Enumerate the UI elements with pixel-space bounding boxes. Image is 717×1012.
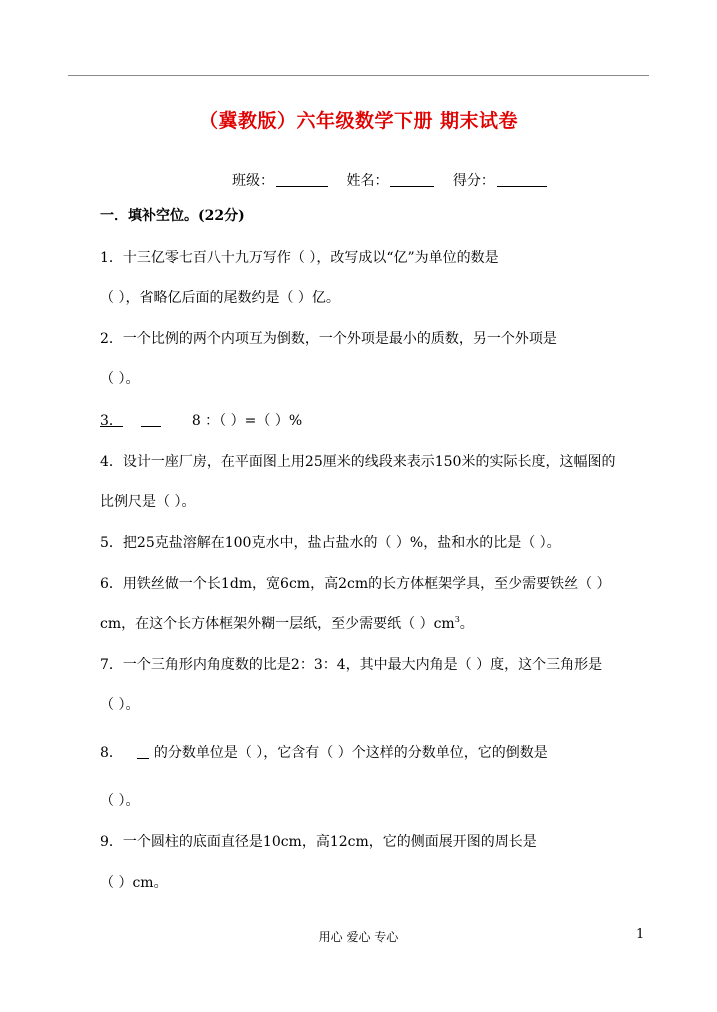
- question-7-line-2: （ ）。: [100, 697, 140, 713]
- question-2-line-2: （ ）。: [100, 371, 140, 387]
- section-heading: 一．填补空位。(22分): [100, 208, 245, 224]
- page-title: （冀教版）六年级数学下册 期末试卷: [198, 110, 519, 132]
- question-3-text: 8 ：（ ）=（ ）%: [191, 413, 303, 429]
- question-8-fraction-blank: [137, 744, 149, 759]
- question-3-fraction-blank: [141, 412, 161, 427]
- student-info-row: [232, 170, 547, 190]
- question-3: [100, 410, 302, 430]
- question-6-text: cm，在这个长方体框架外糊一层纸，至少需要纸（ ）cm: [100, 616, 455, 632]
- class-label: 班级：: [232, 173, 274, 189]
- class-blank[interactable]: [276, 172, 328, 187]
- question-8-line-1: [100, 742, 548, 762]
- question-6-line-2: [100, 613, 474, 633]
- question-4-line-1: 4．设计一座厂房，在平面图上用25厘米的线段来表示150米的实际长度，这幅图的: [100, 454, 616, 470]
- header-rule: [68, 75, 649, 76]
- cubic-superscript: 3: [454, 615, 460, 624]
- question-9-line-2: （ ）cm。: [100, 875, 168, 891]
- question-6-end: 。: [459, 616, 474, 632]
- question-1-line-1: 1．十三亿零七百八十九万写作（ ），改写成以“亿”为单位的数是: [100, 250, 499, 266]
- question-7-line-1: 7．一个三角形内角度数的比是2：3：4，其中最大内角是（ ）度，这个三角形是: [100, 657, 603, 673]
- score-blank[interactable]: [497, 172, 547, 187]
- footer-text: 用心 爱心 专心: [318, 930, 399, 944]
- score-label: 得分：: [452, 173, 495, 189]
- question-6-line-1: 6．用铁丝做一个长1dm，宽6cm，高2cm的长方体框架学具，至少需要铁丝（ ）: [100, 576, 611, 592]
- question-8-text: 的分数单位是（ ），它含有（ ）个这样的分数单位，它的倒数是: [153, 745, 548, 761]
- question-2-line-1: 2．一个比例的两个内项互为倒数，一个外项是最小的质数，另一个外项是: [100, 331, 557, 347]
- page-number: 1: [636, 927, 645, 942]
- question-1-line-2: （ ），省略亿后面的尾数约是（ ）亿。: [100, 290, 340, 306]
- question-4-line-2: 比例尺是（ ）。: [100, 494, 196, 510]
- question-3-number: 3．: [100, 413, 123, 429]
- question-9-line-1: 9．一个圆柱的底面直径是10cm，高12cm，它的侧面展开图的周长是: [100, 834, 537, 850]
- name-label: 姓名：: [346, 173, 389, 189]
- question-5: 5．把25克盐溶解在100克水中，盐占盐水的（ ）%，盐和水的比是（ ）。: [100, 535, 561, 551]
- question-8-number: 8．: [100, 745, 123, 761]
- name-blank[interactable]: [390, 172, 434, 187]
- question-8-line-2: （ ）。: [100, 793, 140, 809]
